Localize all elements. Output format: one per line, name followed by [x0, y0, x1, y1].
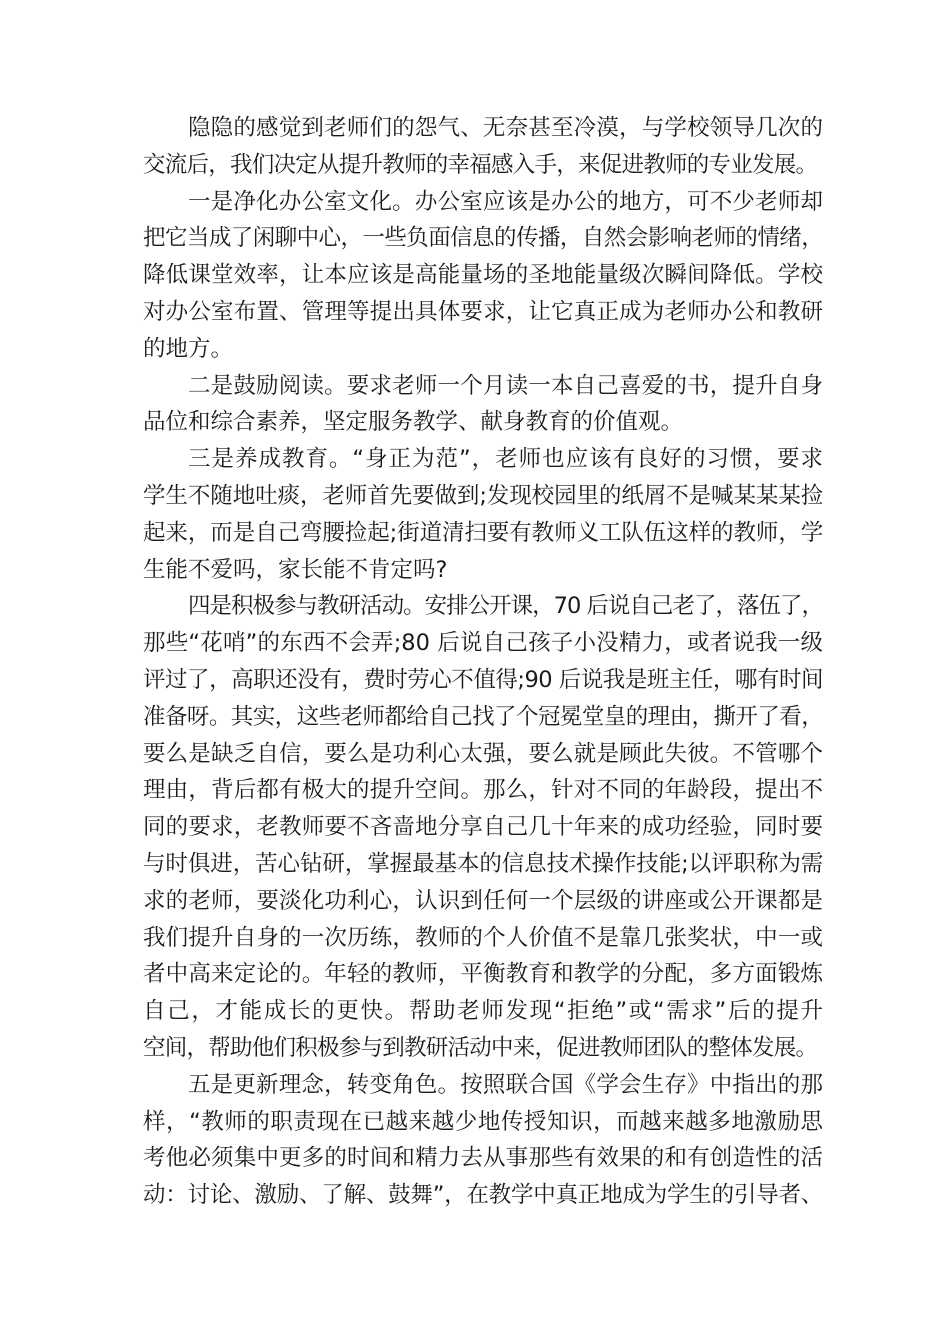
- text-line: 准备呀。其实，这些老师都给自己找了个冠冕堂皇的理由，撕开了看，: [143, 703, 823, 730]
- text-line: 空间，帮助他们积极参与到教研活动中来，促进教师团队的整体发展。: [143, 1034, 818, 1061]
- text-line: 三是养成教育。“身正为范”，老师也应该有良好的习惯，要求: [188, 446, 823, 473]
- text-line: 者中高来定论的。年轻的教师，平衡教育和教学的分配，多方面锻炼: [143, 961, 823, 988]
- text-line: 二是鼓励阅读。要求老师一个月读一本自己喜爱的书，提升自身: [188, 372, 823, 399]
- text-line: 样，“教师的职责现在已越来越少地传授知识，而越来越多地激励思: [143, 1108, 823, 1135]
- text-line: 生能不爱吗，家长能不肯定吗?: [143, 556, 448, 583]
- text-line: 与时俱进，苦心钻研，掌握最基本的信息技术操作技能;以评职称为需: [143, 850, 823, 877]
- text-line: 品位和综合素养，坚定服务教学、献身教育的价值观。: [143, 409, 684, 436]
- document-body: [143, 110, 823, 1214]
- text-line: 五是更新理念，转变角色。按照联合国《学会生存》中指出的那: [188, 1071, 823, 1098]
- text-line: 我们提升自身的一次历练，教师的个人价值不是靠几张奖状，中一或: [143, 924, 823, 951]
- text-line: 降低课堂效率，让本应该是高能量场的圣地能量级次瞬间降低。学校: [143, 262, 823, 289]
- text-line: 一是净化办公室文化。办公室应该是办公的地方，可不少老师却: [188, 188, 823, 215]
- text-line: 把它当成了闲聊中心，一些负面信息的传播，自然会影响老师的情绪，: [143, 225, 823, 252]
- text-line: 的地方。: [143, 335, 234, 362]
- text-line: 自己，才能成长的更快。帮助老师发现“拒绝”或“需求”后的提升: [143, 998, 823, 1025]
- text-line: 隐隐的感觉到老师们的怨气、无奈甚至冷漠，与学校领导几次的: [188, 115, 823, 141]
- text-line: 那些“花哨”的东西不会弄;80 后说自己孩子小没精力，或者说我一级: [143, 630, 823, 657]
- text-line: 同的要求，老教师要不吝啬地分享自己几十年来的成功经验，同时要: [143, 814, 823, 841]
- text-line: 求的老师，要淡化功利心，认识到任何一个层级的讲座或公开课都是: [143, 887, 823, 914]
- text-line: 对办公室布置、管理等提出具体要求，让它真正成为老师办公和教研: [143, 298, 823, 325]
- text-line: 动：讨论、激励、了解、鼓舞”，在教学中真正地成为学生的引导者、: [143, 1182, 823, 1209]
- text-line: 学生不随地吐痰，老师首先要做到;发现校园里的纸屑不是喊某某某捡: [143, 482, 823, 509]
- text-line: 考他必须集中更多的时间和精力去从事那些有效果的和有创造性的活: [143, 1145, 823, 1172]
- text-line: 评过了，高职还没有，费时劳心不值得;90 后说我是班主任，哪有时间: [143, 666, 823, 693]
- text-line: 要么是缺乏自信，要么是功利心太强，要么就是顾此失彼。不管哪个: [143, 740, 823, 767]
- text-line: 四是积极参与教研活动。安排公开课，70 后说自己老了，落伍了，: [188, 593, 823, 620]
- text-line: 理由，背后都有极大的提升空间。那么，针对不同的年龄段，提出不: [143, 777, 823, 804]
- text-line: 起来，而是自己弯腰捡起;街道清扫要有教师义工队伍这样的教师，学: [143, 519, 823, 546]
- text-line: 交流后，我们决定从提升教师的幸福感入手，来促进教师的专业发展。: [143, 151, 818, 178]
